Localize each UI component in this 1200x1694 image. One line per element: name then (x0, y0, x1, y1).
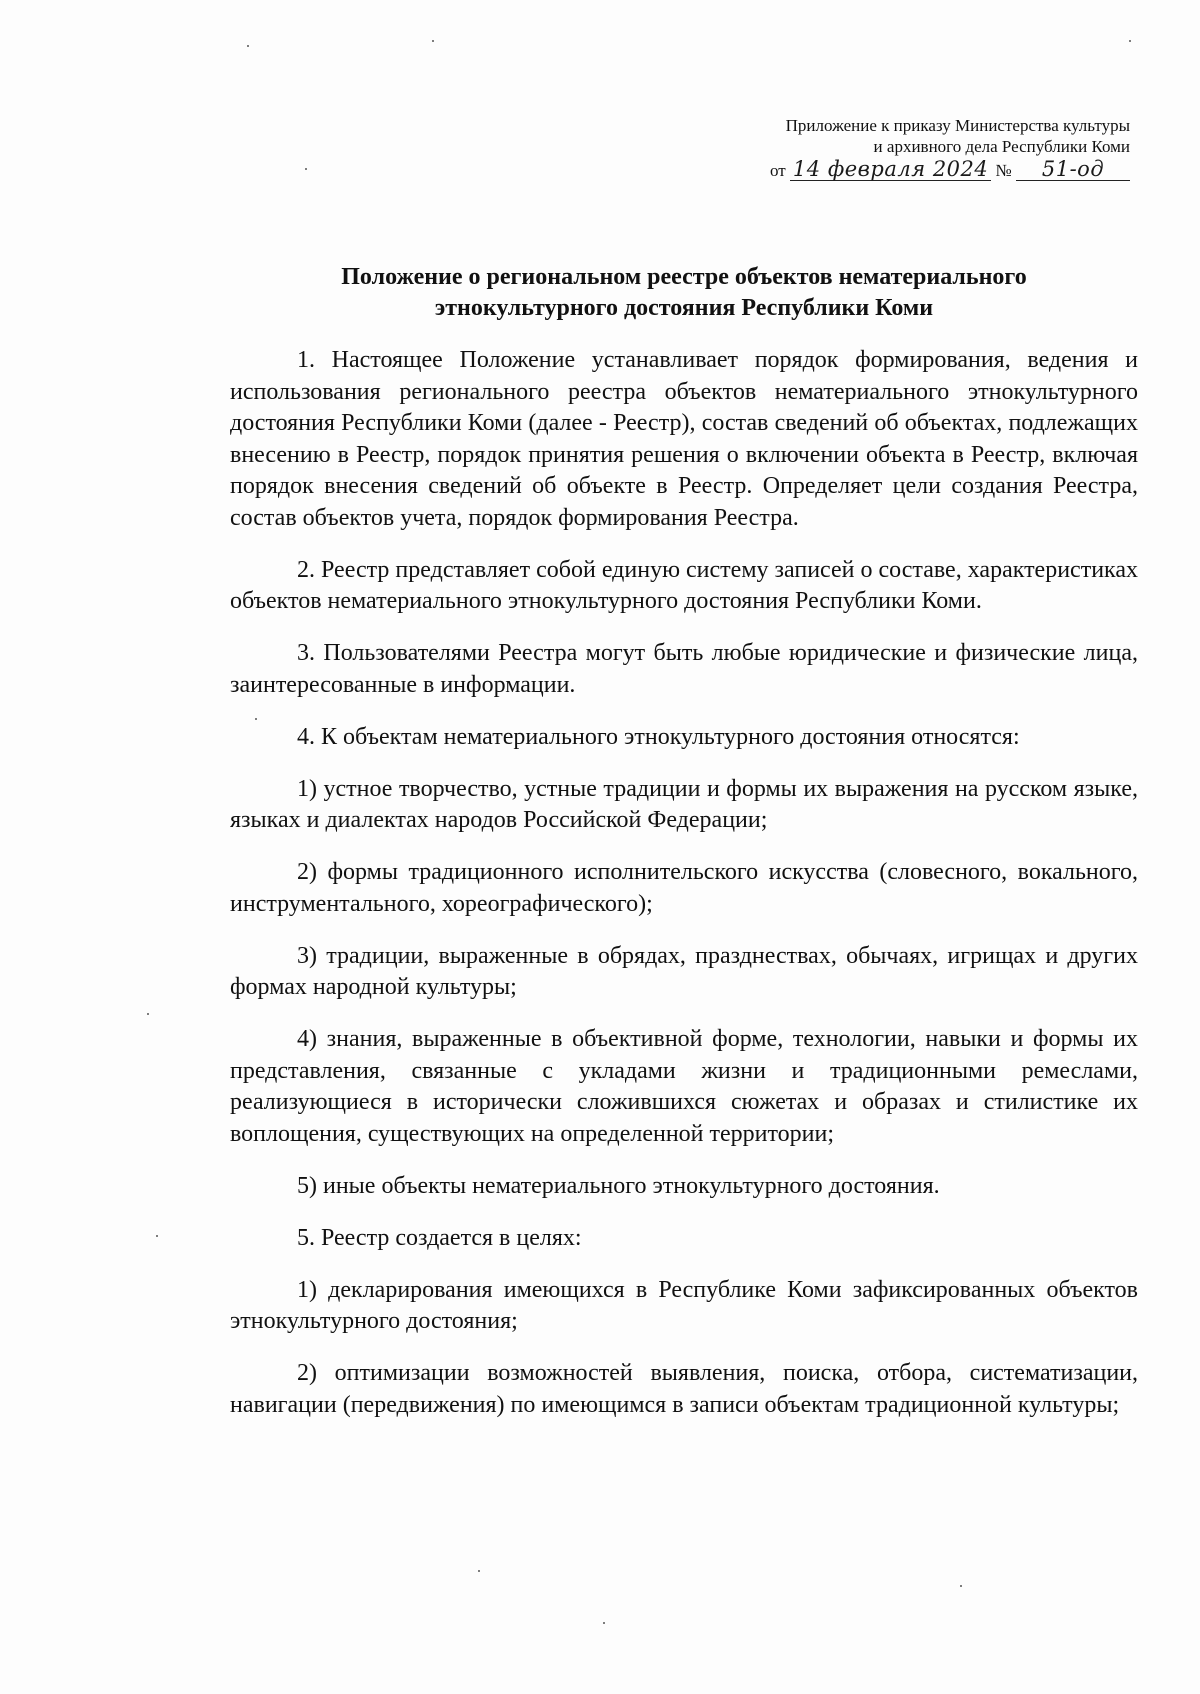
scan-speck (1129, 40, 1131, 42)
handwritten-order-number: 51-од (1016, 159, 1130, 181)
paragraph: 2. Реестр представляет собой единую систему записей о составе, характеристиках объектов нематериального этнокультурного достояния Республики Коми. (230, 556, 1138, 614)
approval-block (770, 115, 1130, 181)
paragraph: 2) оптимизации возможностей выявления, поиска, отбора, систематизации, навигации (передвижения) по имеющимся в записи объектам традиционной культуры; (230, 1360, 1138, 1418)
scan-speck (478, 1570, 480, 1572)
paragraph: 1. Настоящее Положение устанавливает порядок формирования, ведения и использования регионального реестра объектов нематериального этнокультурного достояния Республики Коми (далее - Реестр), состав сведений об объектах, подлежащих внесению в Реестр, порядок принятия решения о включении объекта в Реестр, включая порядок внесения сведений об объекте в Реестр. Определяет цели создания Реестра, состав объектов учета, порядок формирования Реестра. (230, 347, 1138, 531)
number-sign: № (995, 161, 1012, 180)
paragraph: 2) формы традиционного исполнительского искусства (словесного, вокального, инструментального, хореографического); (230, 859, 1138, 917)
scan-speck (247, 45, 249, 47)
date-prefix: от (769, 161, 786, 180)
document-title (230, 262, 1138, 324)
paragraph: 5. Реестр создается в целях: (297, 1224, 582, 1251)
paragraph: 1) устное творчество, устные традиции и формы их выражения на русском языке, языках и диалектах народов Российской Федерации; (230, 775, 1138, 833)
scan-speck (147, 1013, 149, 1015)
paragraph: 5) иные объекты нематериального этнокультурного достояния. (297, 1172, 940, 1199)
approval-line-2: и архивного дела Республики Коми (873, 137, 1130, 156)
handwritten-date: 14 февраля 2024 (790, 159, 991, 181)
scan-speck (305, 168, 307, 170)
order-reference (770, 159, 1130, 181)
paragraph: 4. К объектам нематериального этнокультурного достояния относятся: (297, 723, 1020, 750)
scan-speck (255, 718, 257, 720)
scan-speck (960, 1585, 962, 1587)
document-body (230, 345, 1138, 1442)
scan-speck (603, 1622, 605, 1624)
scan-speck (432, 40, 434, 42)
scan-speck (156, 1235, 158, 1237)
paragraph: 4) знания, выраженные в объективной форме, технологии, навыки и формы их представления, связанные с укладами жизни и традиционными ремеслами, реализующиеся в исторически сложившихся сюжетах и образах и стилистике их воплощения, существующих на определенной территории; (230, 1026, 1138, 1147)
paragraph: 3) традиции, выраженные в обрядах, празднествах, обычаях, игрищах и других формах народной культуры; (230, 942, 1138, 1000)
paragraph: 1) декларирования имеющихся в Республике Коми зафиксированных объектов этнокультурного достояния; (230, 1276, 1138, 1334)
paragraph: 3. Пользователями Реестра могут быть любые юридические и физические лица, заинтересованные в информации. (230, 640, 1138, 698)
title-line-1: Положение о региональном реестре объектов нематериального (341, 264, 1027, 290)
approval-line-1: Приложение к приказу Министерства культуры (785, 116, 1130, 135)
title-line-2: этнокультурного достояния Республики Коми (434, 295, 934, 321)
